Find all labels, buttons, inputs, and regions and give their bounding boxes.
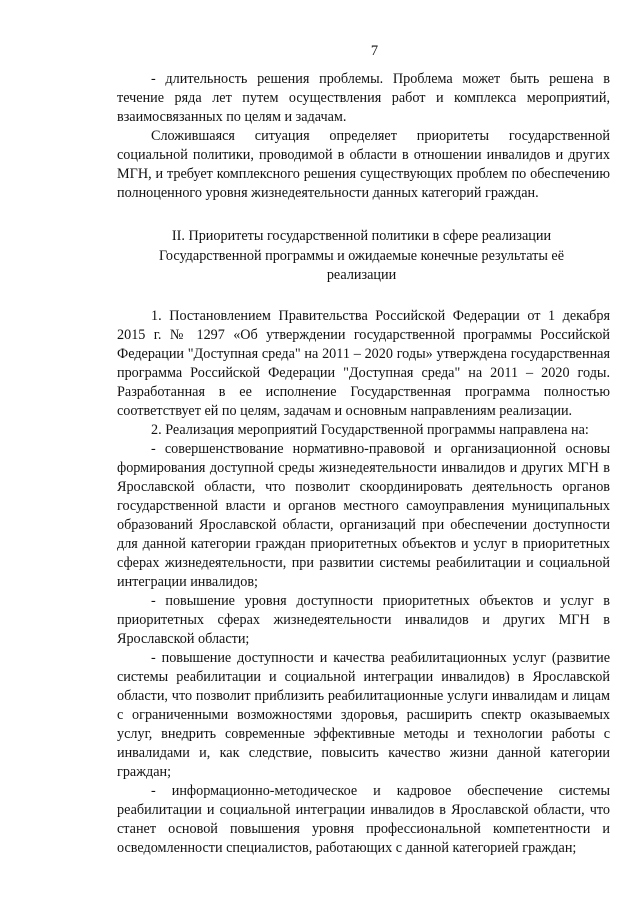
section-heading: II. Приоритеты государственной политики в сфере реализации Государственной программы и ожидаемые конечные результаты её реализации bbox=[158, 228, 565, 283]
paragraph-resolution: 1. Постановлением Правительства Российской Федерации от 1 декабря 2015 г. № 1297 «Об утверждении государственной программы Российской Федерации "Доступная среда" на 2011 – 2020 годы» утверждена государственная программа Российской Федерации "Доступная среда" на 2011 – 2020 годы. Разработанная в ее исполнение Государственная программа полностью соответствует ей по целям, задачам и основным направлениям реализации. bbox=[117, 307, 610, 419]
document-page bbox=[117, 41, 610, 858]
list-item-rehabilitation: - повышение доступности и качества реабилитационных услуг (развитие системы реабилитации и социальной интеграции инвалидов) в Ярославской области, что позволит приблизить реабилитационные услуги инвалидам и лицам с ограниченными возможностями здоровья, расширить спектр оказываемых услуг, внедрить современные эффективные методы и технологии работы с инвалидами и, как следствие, повысить качество жизни данной категории граждан; bbox=[117, 649, 610, 780]
paragraph-implementation: 2. Реализация мероприятий Государственной программы направлена на: bbox=[151, 421, 589, 438]
list-item-accessibility: - повышение уровня доступности приоритетных объектов и услуг в приоритетных сферах жизнедеятельности инвалидов и других МГН в Ярославской области; bbox=[117, 592, 610, 647]
paragraph-duration: - длительность решения проблемы. Проблема может быть решена в течение ряда лет путем осуществления работ и комплекса мероприятий, взаимосвязанных по целям и задачам. bbox=[117, 71, 610, 125]
page-number: 7 bbox=[370, 43, 379, 59]
list-item-staffing: - информационно-методическое и кадровое обеспечение системы реабилитации и социальной интеграции инвалидов в Ярославской области, что станет основой повышения уровня профессиональной компетентности и осведомленности специалистов, работающих с данной категорией граждан; bbox=[117, 782, 610, 856]
paragraph-situation: Сложившаяся ситуация определяет приоритеты государственной социальной политики, проводимой в области в отношении инвалидов и других МГН, и требует комплексного решения существующих проблем по обеспечению полноценного уровня жизнедеятельности данных категорий граждан. bbox=[117, 128, 610, 201]
list-item-regulatory: - совершенствование нормативно-правовой и организационной основы формирования доступной среды жизнедеятельности инвалидов и других МГН в Ярославской области, что позволит скоординировать деятельность органов государственной власти и органов местного самоуправления муниципальных образований Ярославской области, организаций при обеспечении доступности для данной категории граждан приоритетных объектов и услуг в приоритетных сферах жизнедеятельности, при развитии системы реабилитации и социальной интеграции инвалидов; bbox=[117, 440, 610, 590]
